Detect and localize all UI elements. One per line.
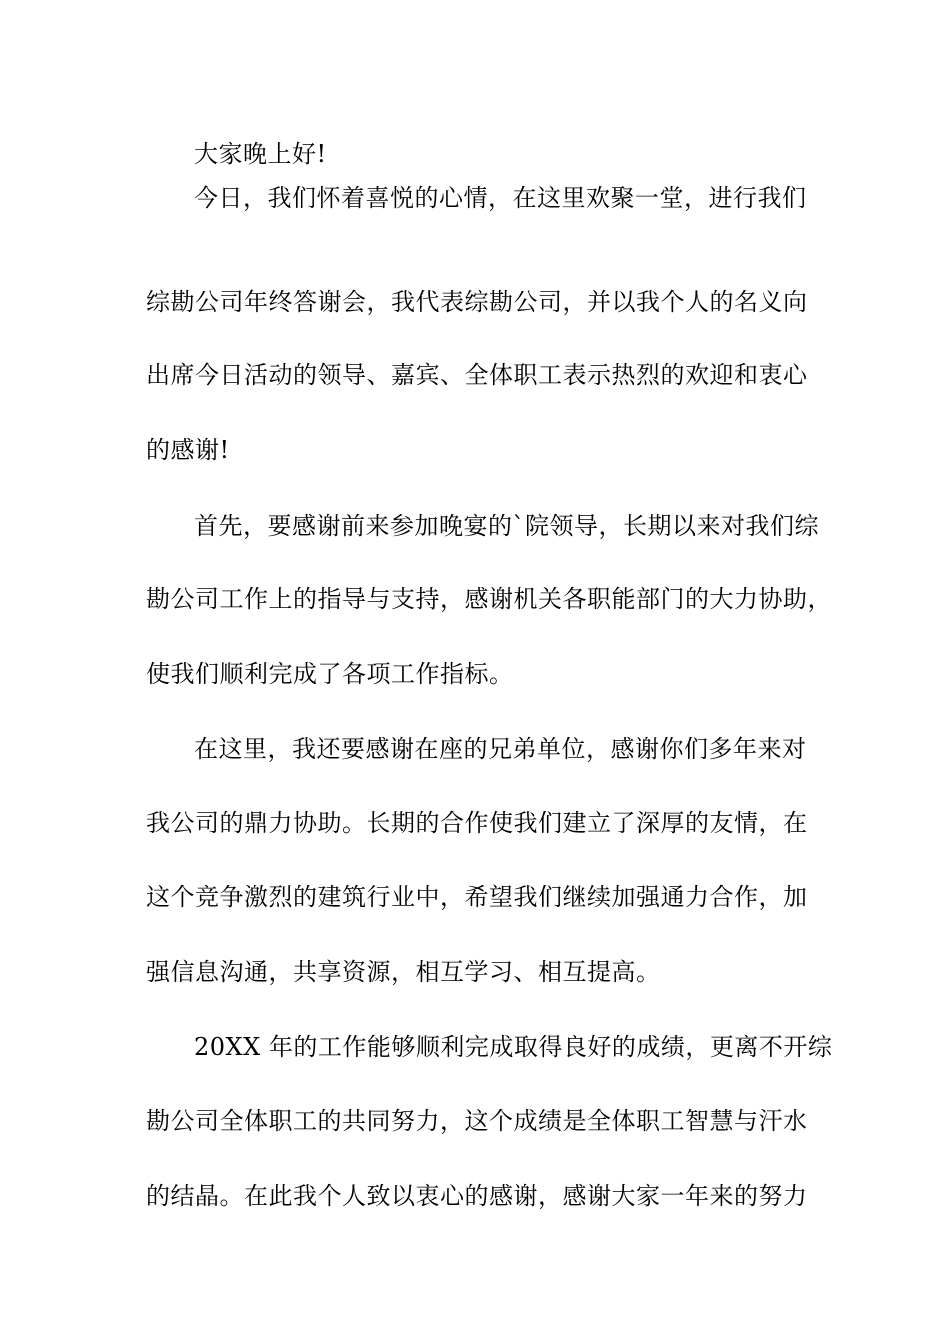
paragraph-2-line-1: 首先，要感谢前来参加晚宴的`院领导，长期以来对我们综	[194, 512, 819, 540]
paragraph-4-line-3: 的结晶。在此我个人致以衷心的感谢，感谢大家一年来的努力	[146, 1182, 808, 1210]
paragraph-1-line-3: 出席今日活动的领导、嘉宾、全体职工表示热烈的欢迎和衷心	[146, 361, 808, 389]
paragraph-2-line-2: 勘公司工作上的指导与支持，感谢机关各职能部门的大力协助，	[146, 585, 832, 613]
paragraph-2-line-3: 使我们顺利完成了各项工作指标。	[146, 660, 514, 688]
paragraph-3-line-2: 我公司的鼎力协助。长期的合作使我们建立了深厚的友情，在	[146, 809, 808, 837]
paragraph-3-line-4: 强信息沟通，共享资源，相互学习、相互提高。	[146, 958, 661, 986]
paragraph-1-line-1: 今日，我们怀着喜悦的心情，在这里欢聚一堂，进行我们	[194, 184, 807, 212]
greeting-line: 大家晚上好!	[194, 140, 327, 168]
paragraph-3-line-1: 在这里，我还要感谢在座的兄弟单位，感谢你们多年来对	[194, 735, 807, 763]
paragraph-4-line-2: 勘公司全体职工的共同努力，这个成绩是全体职工智慧与汗水	[146, 1107, 808, 1135]
paragraph-4-line-1: 20XX 年的工作能够顺利完成取得良好的成绩，更离不开综	[194, 1033, 833, 1061]
paragraph-3-line-3: 这个竞争激烈的建筑行业中，希望我们继续加强通力合作，加	[146, 883, 808, 911]
paragraph-1-line-4: 的感谢!	[146, 436, 230, 464]
paragraph-1-line-2: 综勘公司年终答谢会，我代表综勘公司，并以我个人的名义向	[146, 288, 808, 316]
